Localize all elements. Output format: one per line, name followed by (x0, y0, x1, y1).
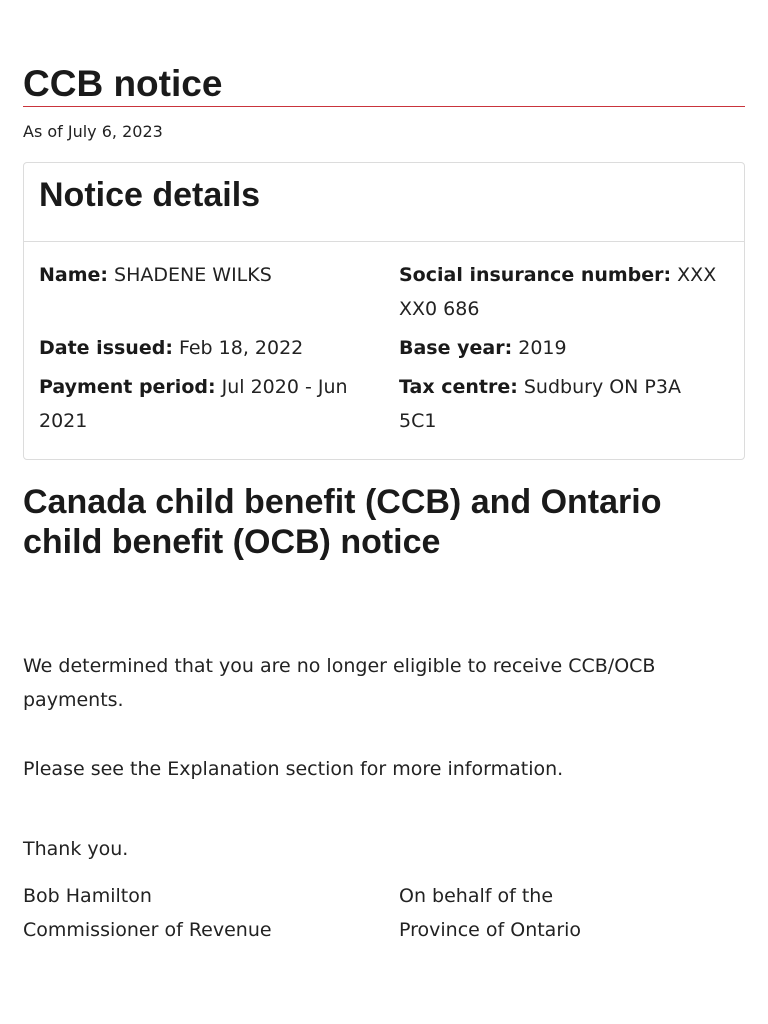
notice-section-title: Canada child benefit (CCB) and Ontario child benefit (OCB) notice (23, 483, 662, 561)
detail-name (39, 258, 369, 292)
eligibility-paragraph: We determined that you are no longer eligible to receive CCB/OCB payments. (23, 655, 656, 711)
detail-tax-centre-value: Sudbury ON P3A 5C1 (399, 376, 681, 432)
detail-sin-value: XXX XX0 686 (399, 264, 717, 320)
notice-details-heading (24, 163, 744, 242)
detail-payment-period-value: Jul 2020 - Jun 2021 (39, 376, 348, 432)
notice-details-title: Notice details (39, 176, 261, 214)
detail-sin (399, 258, 719, 326)
detail-base-year (399, 331, 719, 365)
title-divider (23, 106, 745, 107)
detail-payment-period-label: Payment period: (39, 376, 216, 398)
signature-right-line-1: On behalf of the (399, 885, 554, 907)
notice-details-panel (23, 162, 745, 460)
detail-date-issued-value: Feb 18, 2022 (172, 337, 304, 359)
as-of-date: As of July 6, 2023 (23, 122, 163, 141)
thank-you-text: Thank you. (23, 838, 129, 860)
detail-base-year-value: 2019 (512, 337, 567, 359)
explanation-paragraph: Please see the Explanation section for more information. (23, 758, 564, 780)
detail-date-issued-label: Date issued: (39, 337, 173, 359)
signature-left-title: Commissioner of Revenue (23, 919, 272, 941)
signature-right-line-2: Province of Ontario (399, 919, 582, 941)
page-title: CCB notice (23, 63, 223, 104)
detail-payment-period (39, 370, 369, 438)
detail-tax-centre (399, 370, 719, 438)
detail-name-value: SHADENE WILKS (108, 264, 272, 286)
detail-date-issued (39, 331, 369, 365)
detail-base-year-label: Base year: (399, 337, 513, 359)
detail-tax-centre-label: Tax centre: (399, 376, 518, 398)
detail-sin-label: Social insurance number: (399, 264, 672, 286)
signature-left-name: Bob Hamilton (23, 885, 152, 907)
detail-name-label: Name: (39, 264, 109, 286)
